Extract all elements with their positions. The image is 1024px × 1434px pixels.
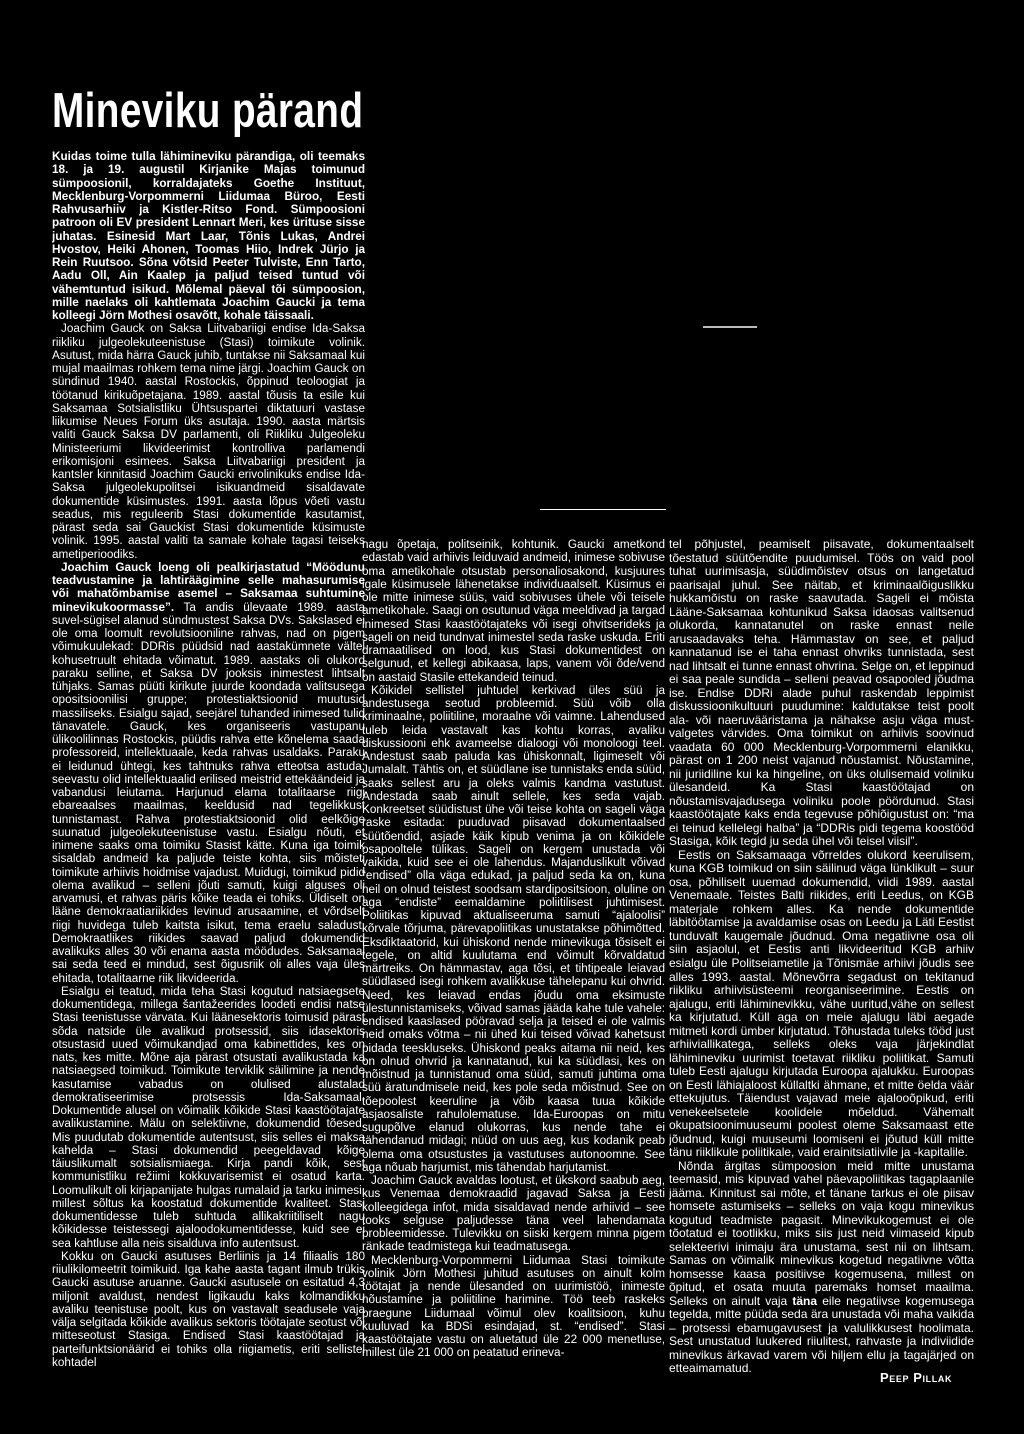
column-rule xyxy=(540,509,666,510)
paragraph-estonia-situation: Eestis on Saksamaaga võrreldes olukord keerulisem, kuna KGB toimikud on siin säilinud väga lünklikult – suur osa, põhiliselt uuemad dokumendid, viidi 1989. aastal Venemaale. Teistes Balti riikides, eriti Leedus, on KGB materjale rohkem alles. Ka nende dokumentide läbitöötamise ja avaldamise osas on Leedu ja Läti Eestist tunduvalt kaugemale jõudnud. Oma negatiivne osa oli siin asjaolul, et Eestis anti likvideeritud KGB arhiiv esialgu üle Politseiametile ja Tõnismäe arhiivi jõudis see alles 1993. aastal. Mõnevõrra segadust on tekitanud riikliku arhiivisüsteemi reorganiseerimine. Eestis on ajalugu, eriti lähiminevikku, vähe uuritud,vähe on sellest ka kirjutatud. Küll aga on meie ajalugu läbi aegade mitmeti kordi ümber kirjutatud. Tõhustada tuleks tööd just arhiiviallikatega, selleks oleks vaja järjekindlat lähimineviku uurimist toetavat riikliku poliitikat. Samuti tuleb Eesti ajalugu kirjutada Euroopa ajalukku. Euroopas on Eesti lähiajaloost küllaltki ähmane, et mitte öelda väär ettekujutus. Täiendust vajavad meie ajalooõpikud, eriti venekeelsetele koolidele mõeldud. Vähemalt okupatsioonimuuseumi poolest oleme Saksamaast ette jõudnud, kuigi muuseumi loomiseni ei jõutud küll mitte tänu riiklikule poliitikale, vaid erainitsiatiivile ja -kapitalile. xyxy=(669,847,974,1160)
lecture-title: Joachim Gauck loeng oli pealkirjastatud “Möödunu teadvustamine ja lahtiräägimine selle mahasurumise või mahatõmbamise asemel – Saksamaa suhtumine minevikukoormasse”. xyxy=(52,560,365,614)
paragraph-nazi-documents: Esialgu ei teatud, mida teha Stasi kogutud natsiaegsete dokumentidega, millega šantažeerides loodeti endisi natse Stasi teenistusse värvata. Kui läänesektoris toimusid pärast sõda natside üle avalikud protsessid, siis idasektoris otsustasid uued võimukandjad oma kabinettides, kes on nats, kes mitte. Mõne aja pärast otsustati avalikustada ka natsiaegsed toimikud. Toimikute terviklik säilimine ja nende kasutamise vabadus on olulised alustalad demokratiseerimise protsessis Ida-Saksamaal. Dokumentide alusel on võimalik kõikide Stasi kaastöötajate avalikustamine. Mälu on selektiivne, dokumendid tõesed. Mis puudutab dokumentide autentsust, siis selles ei maksa kahelda – Stasi dokumendid peegeldavad kõige täiuslikumalt sotsialismiaega. Kirja pandi kõik, sest kommunistliku režiimi kokkuvarisemist ei osatud karta. Loomulikult oli kirjapanijate hulgas rumalaid ja tarku inimesi, millest sõltus ka koostatud dokumentide kvaliteet. Stasi dokumentidesse tuleb suhtuda allikakriitiliselt nagu kõikidesse teistessegi ajaloodokumentidesse, kuid see ei sea kahtluse alla neis sisalduva info autentsust. xyxy=(52,984,365,1250)
column-3 xyxy=(669,538,974,1398)
article-lead: Kuidas toime tulla lähimineviku pärandiga, oli teemaks 18. ja 19. augustil Kirjanike Majas toimunud sümpoosionil, korraldajateks Goethe Instituut, Mecklenburg-Vorpommerni Liidumaa Büroo, Eesti Rahvusarhiiv ja Kistler-Ritso Fond. Sümpoosioni patroon oli EV president Lennart Meri, kes ürituse sisse juhatas. Esinesid Mart Laar, Tõnis Lukas, Andrei Hvostov, Heiki Ahonen, Toomas Hiio, Indrek Jürjo ja Rein Ruutsoo. Sõna võtsid Peeter Tulviste, Enn Tarto, Aadu Oll, Ain Kaalep ja paljud teised tuntud või vähemtuntud isikud. Mõlemal päeval tõi sümpoosion, mille naelaks oli kahtlemata Joachim Gaucki ja tema kolleegi Jörn Mothesi osavõtt, kohale täissaali. xyxy=(52,150,365,322)
article-title: Mineviku pärand xyxy=(52,84,364,138)
paragraph-conclusion xyxy=(669,1160,974,1376)
column-2 xyxy=(362,538,665,1398)
conclusion-text-a: Nõnda ärgitas sümpoosion meid mitte unustama teemasid, mis kipuvad vahel päevapoliitikas tagaplaanile jääma. Kinnitust sai mõte, et tänane tarkus ei ole piisav homsete astumiseks – selleks on vaja kogu minevikus kogutud teadmiste pagasit. Minevikukogemust ei ole tõotatud ei tootlikku, miks siis just neid viimaseid kipub selekteerivi inimaju ära unustama, sest nii on lihtsam. Samas on võimalik minevikus kogetud negatiivne võtta homsesse kaasa positiivse kogemusena, millest on õpitud, et osata muuta paremaks homset maailma. Selleks on ainult vaja xyxy=(669,1158,974,1308)
paragraph-russia-archives: Joachim Gauck avaldas lootust, et ükskord saabub aeg, kus Venemaa demokraadid jagavad Saksa ja Eesti kolleegidega infot, mida sisaldavad nende arhiivid – see tooks selguse paljudesse täna veel lahendamata probleemidesse. Tulevikku on siiski kergem minna pigem ränkade teadmistega kui teadmatusega. xyxy=(362,1174,665,1254)
paragraph-mothes-office: Mecklenburg-Vorpommerni Liidumaa Stasi toimikute volinik Jörn Mothesi juhitud asutuses on ainult kolm töötajat ja nende ülesanded on uurimistöö, inimeste nõustamine ja poliitiline harimine. Töö teeb raskeks praegune Liidumaal võimul olev koalitsioon, kuhu kuuluvad ka BDSi esindajad, st. “endised”. Stasi kaastöötajate vastu on aluetatud üle 22 000 menetluse, millest üle 21 000 on peatatud erineva- xyxy=(362,1253,665,1360)
paragraph-gauck-bio: Joachim Gauck on Saksa Liitvabariigi endise Ida-Saksa riikliku julgeolekuteenistuse (Stasi) toimikute volinik. Asutust, mida härra Gauck juhib, tuntakse nii Saksamaal kui mujal maailmas rohkem tema nime järgi. Joachim Gauck on sündinud 1940. aastal Rostockis, õppinud teoloogiat ja töötanud kirikuõpetajana. 1989. aastal tõusis ta esile kui Saksamaa Sotsialistliku Ühtsuspartei diktatuuri vastase liikumise Neues Forum üks asutaja. 1990. aasta märtsis valiti Gauck Saksa DV parlamenti, oli Riikliku Julgeoleku Ministeeriumi likvideerimist kontrolliva parlamendi erikomisjoni esimees. Saksa Liitvabariigi president ja kantsler kinnitasid Joachim Gaucki erivolinikuks endise Ida-Saksa julgeolekupolitsei isikuandmeid sisaldavate dokumentide küsimustes. 1991. aasta lõpus võeti vastu seadus, mis reguleerib Stasi dokumentide kasutamist, pärast seda sai Gauckist Stasi dokumentide küsimuste volinik. 1995. aastal valiti ta samale kohale tagasi teiseks ametiperioodiks. xyxy=(52,322,365,561)
paragraph-lecture xyxy=(52,561,365,985)
paragraph-mothes-continued: tel põhjustel, peamiselt piisavate, dokumentaalselt tõestatud süütõendite puudumisel. Töös on vaid pool tuhat uurimisasja, süüdimõistev otsus on langetatud paarisajal juhul. See näitab, et kriminaalõiguslikku hukkamõistu on raske saavutada. Sageli ei mõista Lääne-Saksamaa kohtunikud Saksa idaosas valitsenud olukorda, kannatanutel on raske ennast neile arusaadavaks teha. Hämmastav on see, et paljud kannatanud ise ei taha ennast ohvriks tunnistada, sest nad lihtsalt ei tunne ennast ohvrina. Selge on, et leppinud ei saa peale sundida – selleni peavad osapooled jõudma ise. Endise DDRi alade puhul raskendab leppimist diskussioonikultuuri puudumine: kaldutakse teist poolt ala- või naeruvääristama ja nähakse asju väga must-valgetes värvides. Oma toimikut on arhiivis soovinud vaadata 60 000 Mecklenburg-Vorpommerni elanikku, pärast on 1 200 neist vajanud nõustamist. Nõustamine, nii juriidiline kui ka hingeline, on üks olulisemaid voliniku ülesandeid. Ka Stasi kaastöötajad on nõustamisvajadusega voliniku poole pöördunud. Stasi kaastöötajate kaks enda tegevuse põhiõigustust on: “ma ei teinud kellelegi halba” ja “DDRis pidi tegema koostööd Stasiga, kõik tegid ju seda ühel või teisel viisil”. xyxy=(669,538,974,849)
conclusion-emphasis: täna xyxy=(792,1293,818,1308)
lecture-text: Ta andis ülevaate 1989. aasta suvel-sügisel alanud sündmustest Saksa DVs. Sakslased ei ole oma loomult revolutsiooniline rahvas, nad on pigem võimukuulekad: DDRis püüdsid nad aastakümnete vältel kohusetruult ehitada võimatut. 1989. aastaks oli olukord paraku selline, et Saksa DV jooksis inimestest lihtsalt tühjaks. Samas püüti kirikute juurde koondada valitsusega opositsioonilisi gruppe; protestiaktsioonid muutusid massiliseks. Esialgu sajad, seejärel tuhanded inimesed tulid tänavatele. Gauck, kes organiseeris vastupanu ülikoolilinnas Rostockis, püüdis rahva ette kõnelema saada professoreid, intellektuaale, keda rahvas usaldaks. Paraku ei leidunud ühtegi, kes tahtnuks rahva etteotsa astuda; seevastu olid intellektuaalid erilised meistrid ettekäändeid ja vabandusi leiutama. Harjunud elama totalitaarse riigi ebareaalses maailmas, keeldusid nad tegelikkust tunnistamast. Rahva protestiaktsioonid olid eelkõige suunatud julgeolekuteenistuse vastu. Esialgu nõuti, et inimene saaks oma toimiku Stasist kätte. Kuna iga toimik sisaldab andmeid ka paljude teiste kohta, siis mõisteti toimikute arhiivis hoidmise vajadust. Muidugi, toimikud pidid olema avalikud – selleni jõuti samuti, kuigi alguses oli arvamusi, et rahvas päris kõike teada ei tohiks. Üldiselt on lääne demokraatiariikides levinud arusaamine, et võrdselt riigi huvidega tuleb kaitsta isikut, tema eraelu saladust. Demokraatlikes riikides saavad paljud dokumendid avalikuks alles 30 või enama aasta möödudes. Saksamaal sai seda teed ei mindud, sest õigusriik oli alles vaja üles ehitada, totalitaarne riik likvideerida. xyxy=(52,600,365,985)
paragraph-guilt-forgiveness: Kõikidel sellistel juhtudel kerkivad üles süü ja andestusega seotud probleemid. Süü võib olla kriminaalne, poliitiline, moraalne või vaimne. Lahendused tuleb leida vastavalt kas kohtu korras, avaliku diskussiooni ehk avameelse dialoogi või monoloogi teel. Andestust saab paluda kas ühiskonnalt, ligimeselt või Jumalalt. Tähtis on, et süüdlane ise tunnistaks enda süüd, saaks sellest aru ja oleks valmis kandma vastutust. Andestada saab ainult sellele, kes seda vajab. Konkreetset süüdistust ühe või teise kohta on sageli väga raske esitada: puuduvad piisavad dokumentaalsed süütõendid, asjade käik kipub venima ja on kõikidele osapooltele tülikas. Sageli on kergem unustada või vaikida, kuid see ei ole lahendus. Majanduslikult võivad “endised” olla väga edukad, ja paljud seda ka on, kuna neil on olnud teistest soodsam stardipositsioon, oluline on aga “endiste” eemaldamine poliitilisest juhtimisest. Poliitikas kipuvad aktualiseeruma samuti “ajaloolisi” kõrvale tõrjuma, pärevapoliitikas unustatakse põhimõtted. Eksdiktaatorid, kui ühiskond nende minevikuga tõsiselt ei tegele, on altid kuulutama end võimult kõrvaldatud märtreiks. On hämmastav, aga tõsi, et tihtipeale leiavad süüdlased isegi rohkem avalikkuse tähelepanu kui ohvrid. Need, kes leiavad endas jõudu oma eksimuste ülestunnistamiseks, võivad samas jääda kahe tule vahele: endised kaaslased pööravad selja ja teised ei ole valmis neid omaks võtma – nii ühed kui teised võivad kahetsust pidada teeskluseks. Ühiskond peaks aitama nii neid, kes on olnud ohvrid ja kannatanud, kui ka süüdlasi, kes on mõistnud ja tunnistanud oma süüd, samuti juhtima oma süü äratundmisele neid, kes pole seda mõistnud. See on tõepoolest keeruline ja võib kaasa tuua kõikide asjaosaliste rahulolematuse. Ida-Euroopas on mitu sugupõlve elanud olukorras, kus nende tahe ei tähendanud midagi; nüüd on uus aeg, kus kodanik peab olema oma otsustustes ja vastutuses autonoomne. See aga nõuab harjumist, mis tähendab harjutamist. xyxy=(362,683,665,1174)
author-byline: Peep Pillak xyxy=(880,1370,953,1385)
conclusion-text-b: eile negatiivse kogemusega tegelda, mitte püüda seda ära unustada või maha vaikida – protsessi ebamugavusest ja valulikkusest hoolimata. Sest unustatud luukered riiulitest, rahvaste ja indiviidide minevikus ärkavad varem või hiljem ellu ja tagajärjed on etteaimamatud. xyxy=(669,1293,974,1376)
paragraph-public-service: nagu õpetaja, politseinik, kohtunik. Gaucki ametkond edastab vaid arhiivis leiduvaid andmeid, inimese sobivuse oma ametikohale otsustab personaliosakond, kusjuures igale küsimusele lähenetakse individuaalselt. Küsimus ei ole mitte inimese süüs, vaid sobivuses ühele või teisele ametikohale. Saagi on osutunud väga meeldivad ja targad inimesed Stasi kaastöötajateks või isegi ohvitserideks ja sageli on neid tundnvat inimestel seda raske uskuda. Eriti dramaatilised on lood, kus Stasi dokumentidest on selgunud, et kellegi abikaasa, laps, vanem või õde/vend on aastaid Stasile ettekandeid teinud. xyxy=(362,538,665,684)
column-1 xyxy=(52,150,365,1390)
decorative-mark xyxy=(703,326,757,328)
paragraph-archive-statistics: Kokku on Gaucki asutuses Berliinis ja 14 filiaalis 180 riiulikilomeetrit toimikuid. Iga kahe aasta tagant ilmub trükis Gaucki asutuse aruanne. Gaucki asutusele on esitatud 4,3 miljonit avaldust, nendest ligikaudu kaks kolmandikku avaliku teenistuse poolt, kus on vastavalt seadusele vaja välja selgitada kõikide avalikus sektoris töötajate seotust või mitteseotust Stasiga. Endised Stasi kaastöötajad ja parteifunktsionäärid ei tohiks olla riigiametis, eriti sellistel kohtadel xyxy=(52,1249,365,1369)
